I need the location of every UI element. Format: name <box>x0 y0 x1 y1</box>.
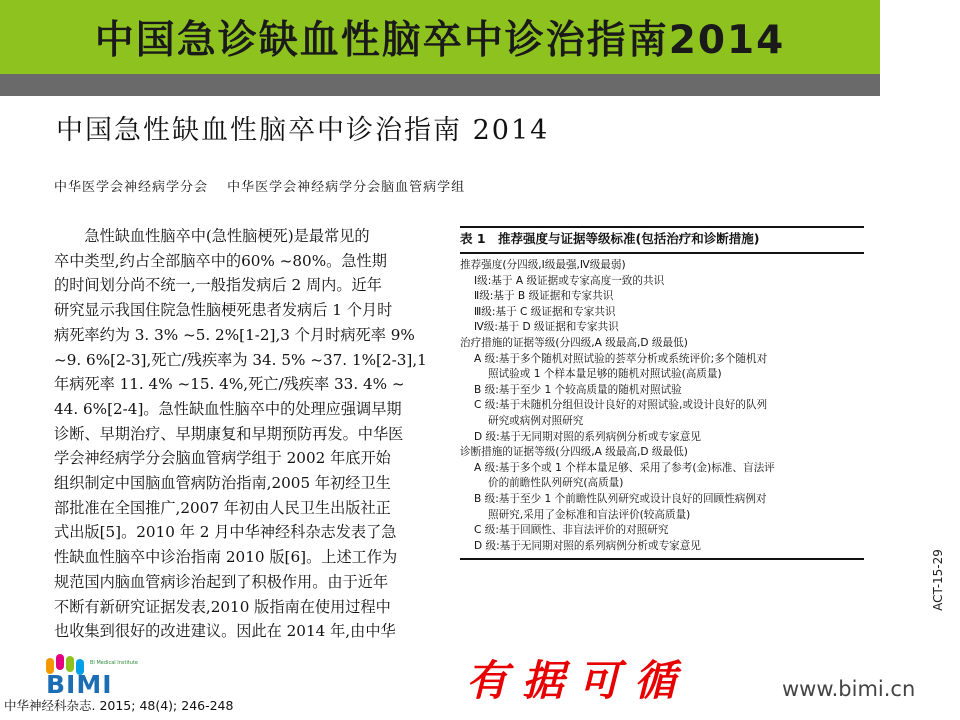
evidence-table <box>460 224 864 560</box>
body-line: 不断有新研究证据发表,2010 版指南在使用过程中 <box>54 597 391 616</box>
table-caption: 表 1 推荐强度与证据等级标准(包括治疗和诊断措施) <box>460 231 760 246</box>
table-row: A 级:基于多个或 1 个样本量足够、采用了参考(金)标准、盲法评 <box>474 461 775 474</box>
table-row: Ⅰ级:基于 A 级证据或专家高度一致的共识 <box>474 274 665 287</box>
body-line: ~9. 6%[2-3],死亡/残疾率为 34. 5% ~37. 1%[2-3],1 <box>54 350 427 369</box>
table-row: Ⅳ级:基于 D 级证据和专家共识 <box>474 321 619 334</box>
side-label: ACT-15-29 <box>931 549 945 611</box>
body-line: 年病死率 11. 4% ~15. 4%,死亡/残疾率 33. 4% ~ <box>54 375 405 394</box>
table-row: 照研究,采用了金标准和盲法评价(较高质量) <box>488 508 691 521</box>
table-row: 研究或病例对照研究 <box>488 414 584 427</box>
table-row: B 级:基于至少 1 个前瞻性队列研究或设计良好的回顾性病例对 <box>474 492 767 505</box>
body-line: 组织制定中国脑血管病防治指南,2005 年初经卫生 <box>54 474 391 493</box>
table-bottom-rule <box>460 558 864 560</box>
body-line: 的时间划分尚不统一,一般指发病后 2 周内。近年 <box>54 276 382 295</box>
slogan: 有据可循 <box>466 656 691 705</box>
table-row: B 级:基于至少 1 个较高质量的随机对照试验 <box>474 383 682 396</box>
table-row: 诊断措施的证据等级(分四级,A 级最高,D 级最低) <box>460 446 688 459</box>
body-line: 部批准在全国推广,2007 年初由人民卫生出版社正 <box>54 498 391 517</box>
body-line: 卒中类型,约占全部脑卒中的60% ~80%。急性期 <box>54 251 387 270</box>
table-row: Ⅲ级:基于 C 级证据和专家共识 <box>474 305 616 318</box>
table-row: D 级:基于无同期对照的系列病例分析或专家意见 <box>474 430 701 443</box>
body-line: 学会神经病学分会脑血管病学组于 2002 年底开始 <box>54 449 391 468</box>
table-body <box>460 254 864 554</box>
body-line: 44. 6%[2-4]。急性缺血性脑卒中的处理应强调早期 <box>54 399 402 418</box>
body-line: 研究显示我国住院急性脑梗死患者发病后 1 个月时 <box>54 301 393 320</box>
table-row: 照试验或 1 个样本量足够的随机对照试验(高质量) <box>488 368 722 381</box>
body-line: 规范国内脑血管病诊治起到了积极作用。由于近年 <box>54 572 389 591</box>
article-authors: 中华医学会神经病学分会 中华医学会神经病学分会脑血管病学组 <box>54 180 466 195</box>
table-row: 推荐强度(分四级,Ⅰ级最强,Ⅳ级最弱) <box>460 259 626 271</box>
article-title: 中国急性缺血性脑卒中诊治指南 2014 <box>56 115 550 146</box>
body-line: 式出版[5]。2010 年 2 月中华神经科杂志发表了急 <box>54 523 397 542</box>
body-line: 也收集到很好的改进建议。因此在 2014 年,由中华 <box>54 622 396 641</box>
table-row: C 级:基于未随机分组但设计良好的对照试验,或设计良好的队列 <box>474 399 768 412</box>
body-line: 性缺血性脑卒中诊治指南 2010 版[6]。上述工作为 <box>54 548 398 567</box>
table-row: Ⅱ级:基于 B 级证据和专家共识 <box>474 290 614 303</box>
article-page <box>40 96 880 656</box>
citation: 中华神经科杂志. 2015; 48(4); 246-248 <box>4 698 234 713</box>
table-row: 价的前瞻性队列研究(高质量) <box>488 477 624 490</box>
table-row: 治疗措施的证据等级(分四级,A 级最高,D 级最低) <box>460 336 688 349</box>
body-line: 急性缺血性脑卒中(急性脑梗死)是最常见的 <box>54 227 370 245</box>
table-row: D 级:基于无同期对照的系列病例分析或专家意见 <box>474 539 701 552</box>
slide-title: 中国急诊缺血性脑卒中诊治指南2014 <box>94 18 786 63</box>
header-strip <box>0 74 880 96</box>
logo-subtitle: BI Medical Institute <box>90 660 139 666</box>
article-body <box>54 224 430 657</box>
body-line: 病死率约为 3. 3% ~5. 2%[1-2],3 个月时病死率 9% <box>54 325 415 344</box>
website-link[interactable]: www.bimi.cn <box>782 677 916 701</box>
table-row: C 级:基于回顾性、非盲法评价的对照研究 <box>474 524 669 537</box>
body-line: 诊断、早期治疗、早期康复和早期预防再发。中华医 <box>54 424 404 443</box>
logo-name: BIMI <box>46 670 113 699</box>
table-row: A 级:基于多个随机对照试验的荟萃分析或系统评价;多个随机对 <box>474 352 768 365</box>
